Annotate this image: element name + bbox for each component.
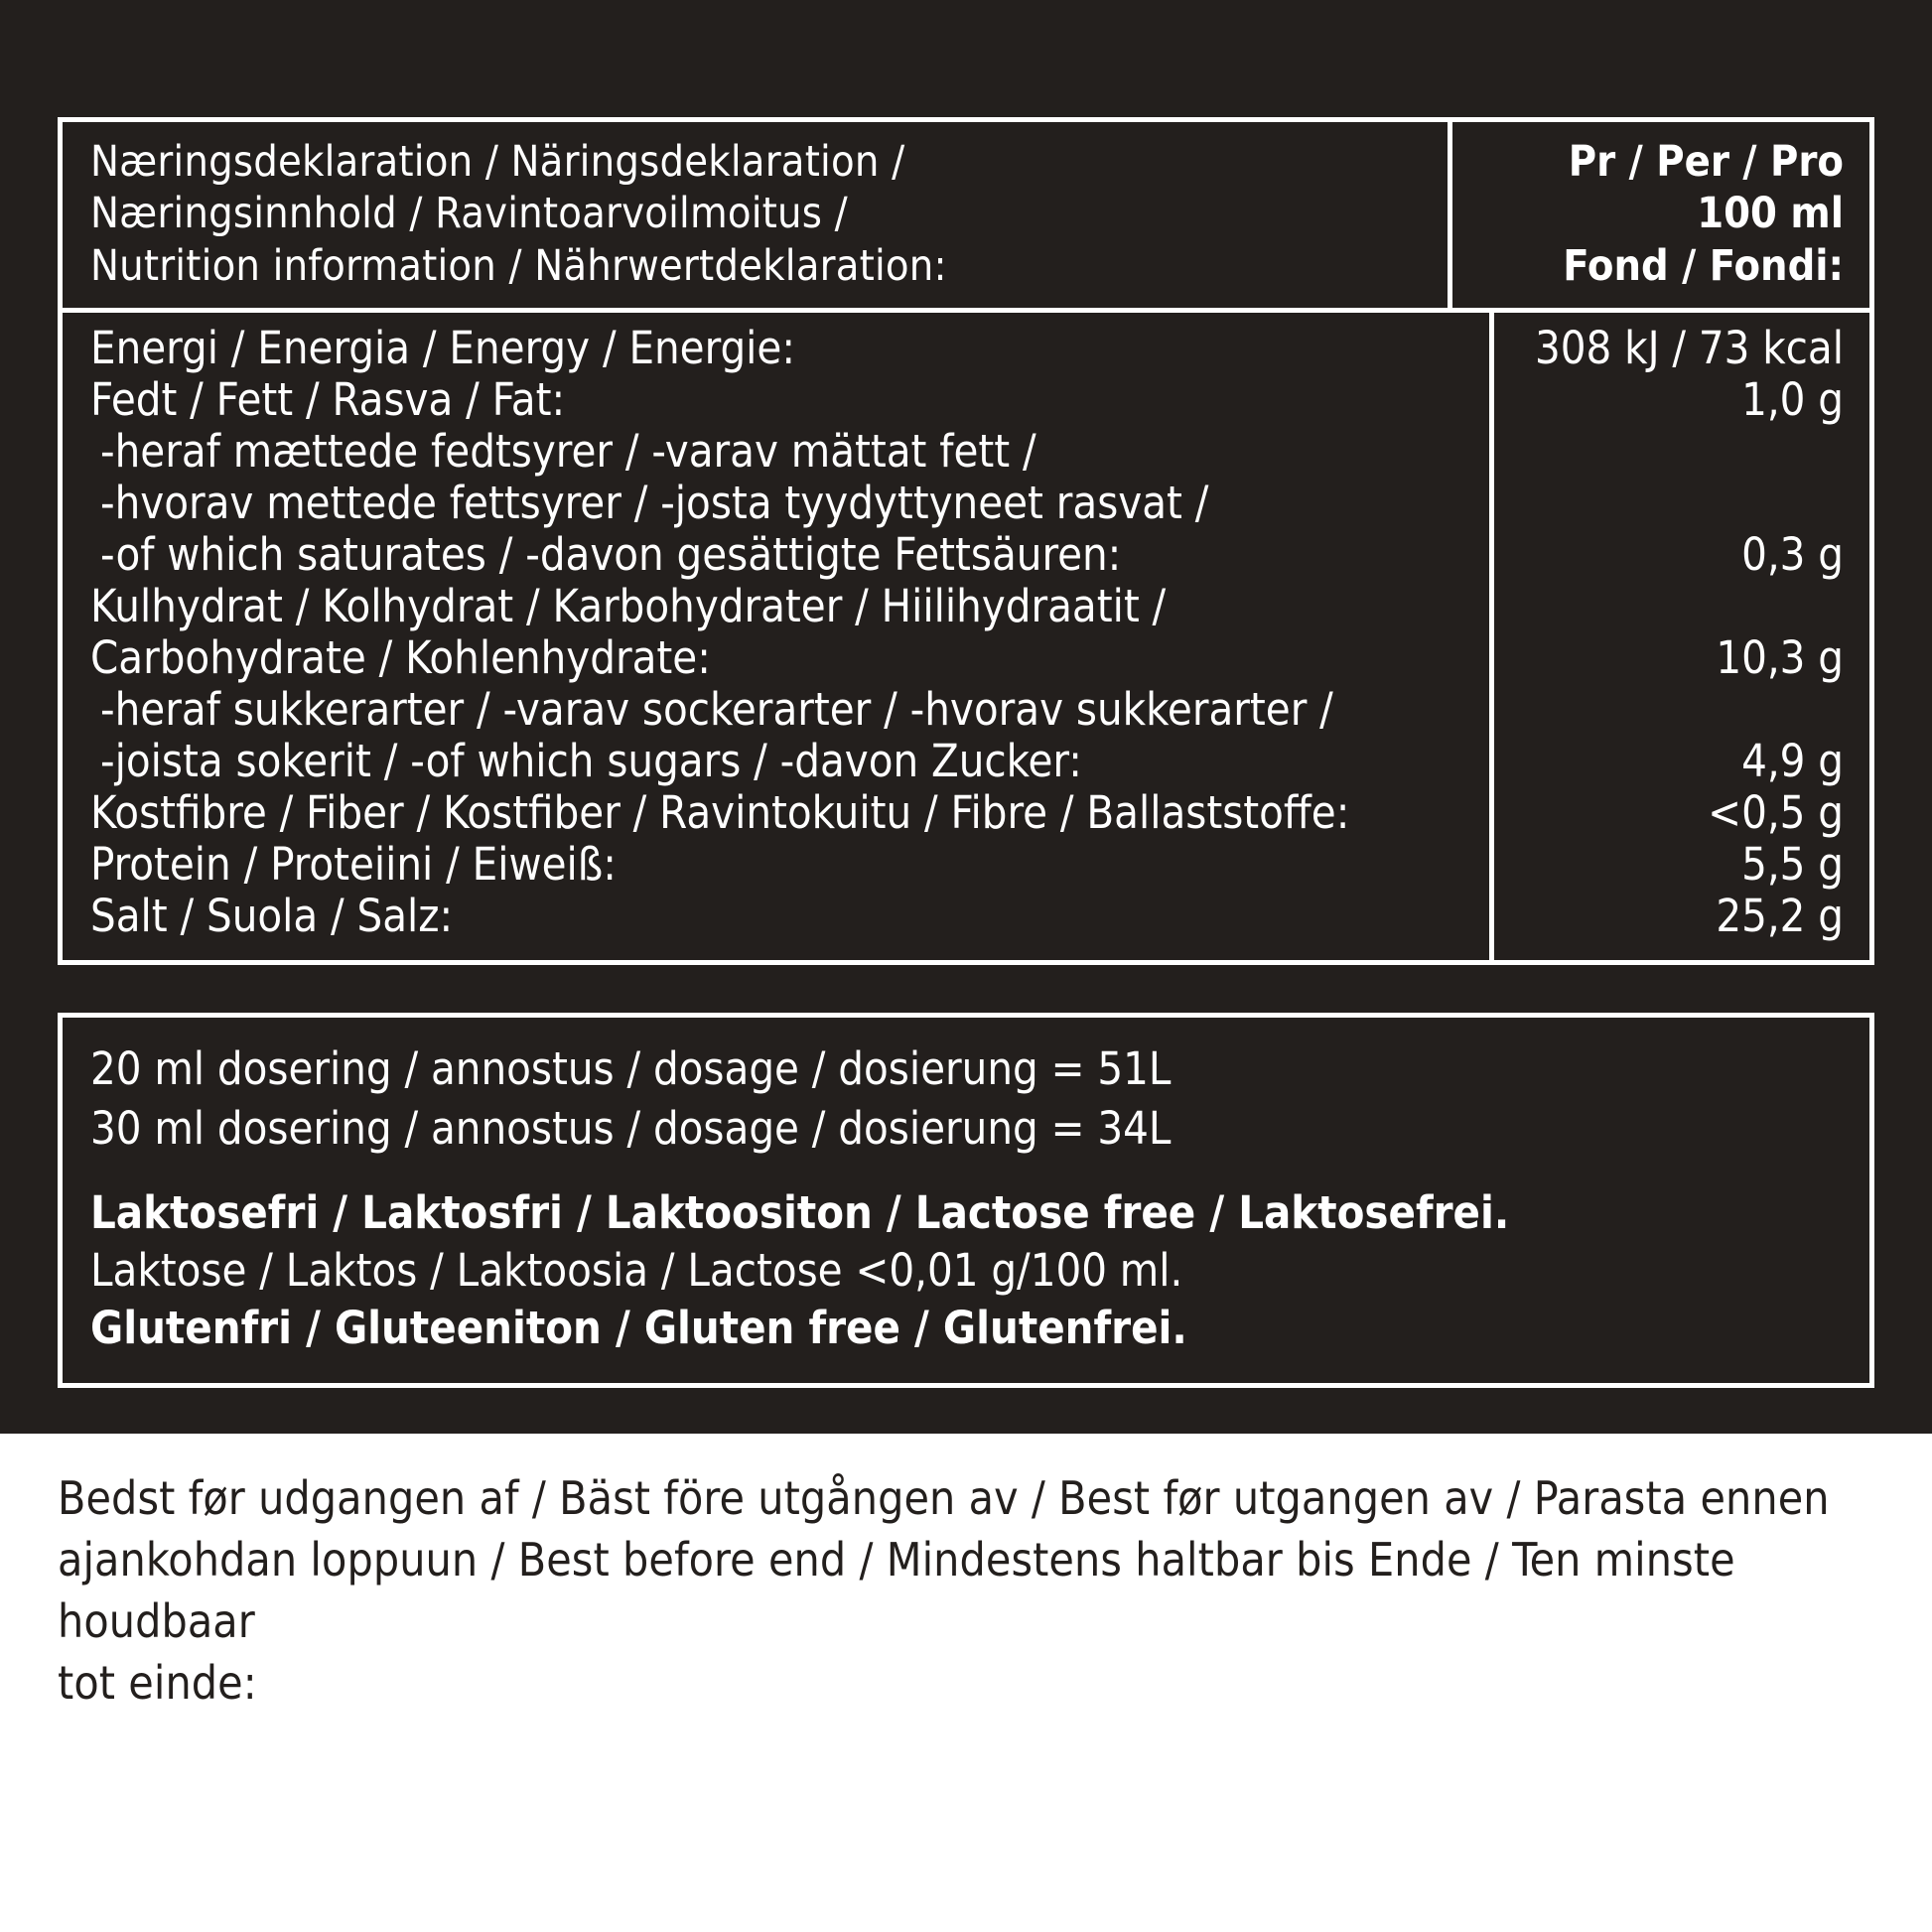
nutrition-row-label: Kulhydrat / Kolhydrat / Karbohydrater / Hiilihydraatit /	[90, 580, 1167, 633]
nutrition-row-label: -joista sokerit / -of which sugars / -davon Zucker:	[100, 735, 1082, 788]
nutrition-row-value: <0,5 g	[1708, 786, 1844, 840]
nutrition-row-value: 308 kJ / 73 kcal	[1535, 322, 1844, 375]
nutrition-row-label: -hvorav mettede fettsyrer / -josta tyydyttyneet rasvat /	[100, 477, 1209, 530]
nutrition-row-label: Energi / Energia / Energy / Energie:	[90, 322, 795, 375]
nutrition-header-title-line: Nutrition information / Nährwertdeklaration:	[90, 240, 947, 291]
nutrition-row-value: 5,5 g	[1741, 838, 1844, 892]
best-before-line: ajankohdan loppuun / Best before end / Mindestens haltbar bis Ende / Ten minste houdbaar	[58, 1533, 1735, 1649]
nutrition-header-basis	[1452, 122, 1869, 308]
nutrition-row-label: -heraf sukkerarter / -varav sockerarter / -hvorav sukkerarter /	[100, 683, 1333, 737]
nutrition-basis-line: Pr / Per / Pro	[1568, 137, 1844, 187]
nutrition-header-title	[63, 122, 1452, 308]
nutrition-row-value	[1504, 684, 1844, 736]
nutrition-row-label: Fedt / Fett / Rasva / Fat:	[90, 373, 566, 427]
nutrition-row-value	[1504, 426, 1844, 478]
nutrition-panel	[58, 117, 1874, 965]
nutrition-row-value: 1,0 g	[1741, 373, 1844, 427]
nutrition-values-column	[1494, 313, 1869, 960]
nutrition-row-label: Protein / Proteiini / Eiweiß:	[90, 838, 617, 892]
nutrition-row-label: Salt / Suola / Salz:	[90, 890, 454, 943]
nutrition-header	[63, 122, 1869, 313]
gluten-free-statement: Glutenfri / Gluteeniton / Gluten free / Glutenfrei.	[90, 1302, 1187, 1355]
lactose-content-value: Laktose / Laktos / Laktoosia / Lactose <0,01 g/100 ml.	[90, 1244, 1183, 1298]
nutrition-row-label: -heraf mættede fedtsyrer / -varav mättat fett /	[100, 425, 1036, 479]
nutrition-row-label: Kostfibre / Fiber / Kostfiber / Ravintokuitu / Fibre / Ballaststoffe:	[90, 786, 1350, 840]
dosage-allergen-panel	[58, 1013, 1874, 1388]
nutrition-row-value	[1504, 581, 1844, 632]
dosage-line: 20 ml dosering / annostus / dosage / dosierung = 51L	[90, 1042, 1172, 1096]
best-before-strip	[0, 1434, 1932, 1932]
nutrition-row-value: 10,3 g	[1716, 631, 1844, 685]
nutrition-row-value: 4,9 g	[1741, 735, 1844, 788]
best-before-line: tot einde:	[58, 1656, 257, 1711]
nutrition-basis-line: 100 ml	[1697, 189, 1844, 239]
nutrition-labels-column	[63, 313, 1494, 960]
nutrition-header-title-line: Næringsdeklaration / Näringsdeklaration /	[90, 137, 905, 187]
spacer	[90, 1159, 1869, 1184]
lactose-free-statement: Laktosefri / Laktosfri / Laktoositon / Lactose free / Laktosefrei.	[90, 1186, 1510, 1240]
nutrition-row-value: 25,2 g	[1716, 890, 1844, 943]
best-before-line: Bedst før udgangen af / Bäst före utgången av / Best før utgangen av / Parasta ennen	[58, 1471, 1830, 1526]
nutrition-row-value: 0,3 g	[1741, 528, 1844, 582]
nutrition-row-label: Carbohydrate / Kohlenhydrate:	[90, 631, 711, 685]
nutrition-basis-line: Fond / Fondi:	[1563, 240, 1844, 291]
nutrition-body	[63, 313, 1869, 960]
nutrition-header-title-line: Næringsinnhold / Ravintoarvoilmoitus /	[90, 189, 848, 239]
nutrition-row-label: -of which saturates / -davon gesättigte Fettsäuren:	[100, 528, 1122, 582]
dosage-line: 30 ml dosering / annostus / dosage / dosierung = 34L	[90, 1102, 1172, 1156]
nutrition-row-value	[1504, 478, 1844, 529]
